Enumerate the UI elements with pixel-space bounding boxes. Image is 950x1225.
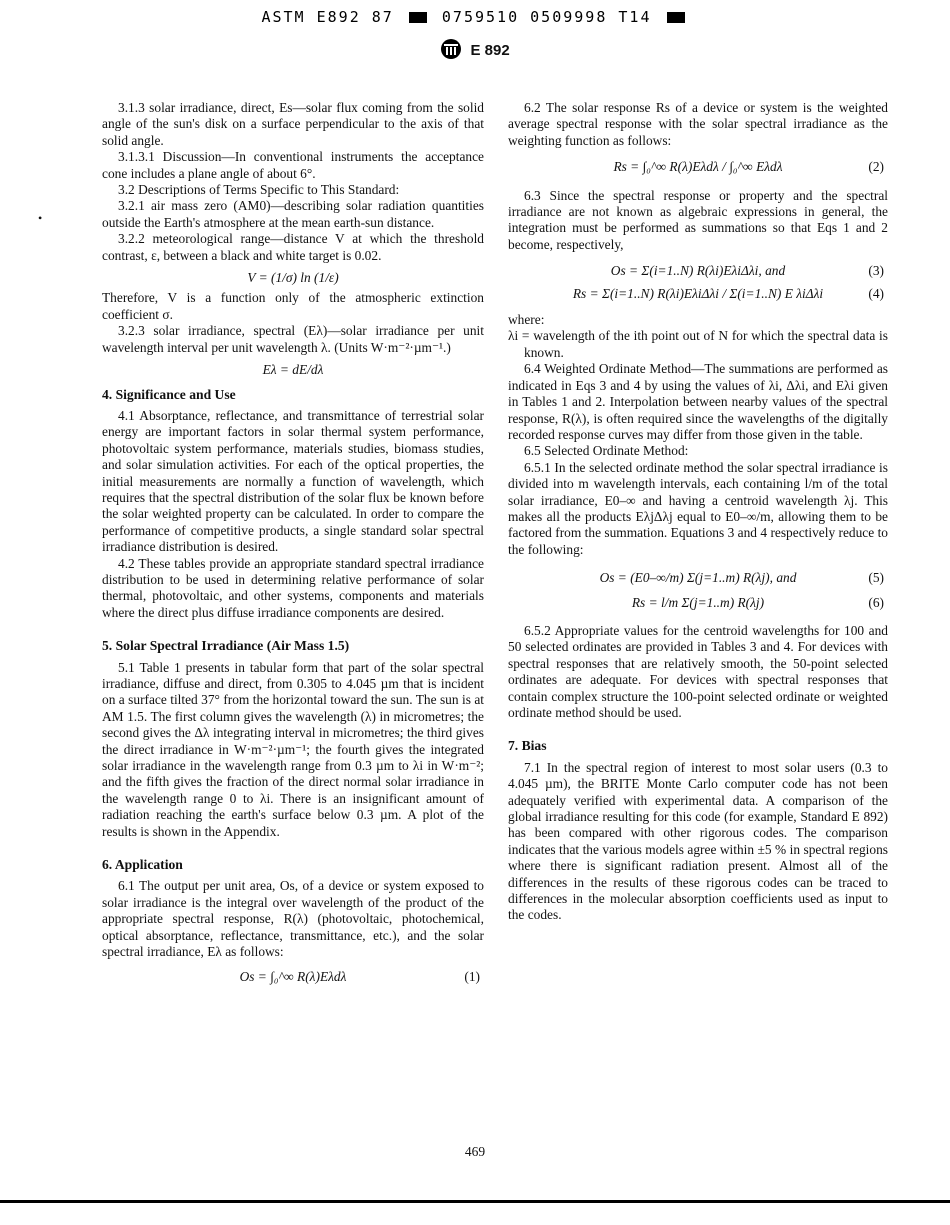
redaction-bar [667, 12, 685, 23]
equation-3: Os = Σ(i=1..N) R(λi)EλiΔλi, and (3) [610, 263, 884, 279]
para-6-2: 6.2 The solar response Rs of a device or system is the weighted average spectral response with the solar spectral irradiance as the weighting function as follows: [508, 100, 888, 148]
para-6-5-2: 6.5.2 Appropriate values for the centroid wavelengths for 100 and 50 selected ordinates are provided in Tables 3 and 4. For devices with spectral responses that are relatively smooth, the 50-point selected ordinates are adequate. For devices with spectral responses that contain complex structure the 100-point selected ordinate or weighted ordinate method should be used. [508, 622, 888, 720]
equation-2: Rs = ∫₀^∞ R(λ)Eλdλ / ∫₀^∞ Eλdλ (2) [613, 159, 884, 175]
para-7-1: 7.1 In the spectral region of interest to most solar users (0.3 to 4.045 µm), the BRITE Monte Carlo computer code has not been adequately verified with experimental data. A comparison of the global irradiance resulting for this code (for example, Standard E 892) has been compared with other rigorous codes. The comparison indicates that the various models agree within ±5 % in spectral regions where there is significant radiation present. Almost all of the differences in the results of these rigorous codes can be traced to differences in the molecular absorption coefficients used as input to the codes. [508, 759, 888, 923]
bottom-rule [0, 1200, 950, 1203]
right-column [508, 100, 888, 924]
para-4-2: 4.2 These tables provide an appropriate standard spectral irradiance distribution to be used in determining relative performance of solar thermal, photovoltaic, and other systems, components and materials where the direct plus diffuse irradiance components are desired. [102, 555, 484, 620]
para-6-3: 6.3 Since the spectral response or property and the spectral irradiance are not known as algebraic expressions in general, the integration must be performed as summations so that Eqs 1 and 2 become, respectively, [508, 187, 888, 252]
section-heading-5: 5. Solar Spectral Irradiance (Air Mass 1.5) [102, 638, 350, 654]
equation-number: (5) [868, 570, 884, 586]
equation-number: (2) [868, 159, 884, 175]
para-6-5-1: 6.5.1 In the selected ordinate method the solar spectral irradiance is divided into m wavelength intervals, each containing l/m of the total solar irradiance, E0–∞ and having a centroid wavelength λj. This makes all the products EλjΔλj equal to E0–∞/m, allowing them to be factored from the summation. Equations 3 and 4 respectively reduce to the following: [508, 459, 888, 557]
astm-logo-icon [440, 38, 462, 60]
para-therefore: Therefore, V is a function only of the atmospheric extinction coefficient σ. [102, 290, 484, 322]
equation-1: Os = ∫₀^∞ R(λ)Eλdλ (1) [239, 968, 480, 984]
equation-number: (1) [464, 968, 480, 984]
astm-id: ASTM E892 87 [261, 8, 394, 26]
document-id-line [0, 8, 950, 26]
para-6-5: 6.5 Selected Ordinate Method: [524, 443, 689, 459]
para-3-2-2: 3.2.2 meteorological range—distance V at which the threshold contrast, ε, between a black and white target is 0.02. [102, 231, 484, 263]
para-6-1: 6.1 The output per unit area, Os, of a device or system exposed to solar irradiance is the integral over wavelength of the product of the appropriate spectral response, R(λ) (photovoltaic, photochemical, optical absorptance, reflectance, transmittance, etc.), and the solar spectral irradiance, Eλ as follows: [102, 878, 484, 960]
redaction-bar [409, 12, 427, 23]
equation-4: Rs = Σ(i=1..N) R(λi)EλiΔλi / Σ(i=1..N) E λiΔλi (4) [572, 285, 884, 301]
para-4-1: 4.1 Absorptance, reflectance, and transmittance of terrestrial solar energy are important factors in solar thermal system performance, photovoltaic system performance, materials studies, biomass studies, and solar simulation activities. For each of the optical properties, the initial measurements are normally a function of wavelength, which requires that the spectral distribution of the solar flux be known before the solar weighted property can be calculated. In order to compare the performance of competitive products, a single standard solar spectral irradiance distribution is desired. [102, 407, 484, 555]
equation-number: (3) [868, 263, 884, 279]
astm-codes: 0759510 0509998 T14 [441, 8, 652, 26]
equation-number: (4) [868, 285, 884, 301]
standard-number: E 892 [470, 42, 510, 59]
margin-mark: • [38, 211, 43, 225]
section-heading-7: 7. Bias [508, 738, 547, 754]
equation-6: Rs = l/m Σ(j=1..m) R(λj) (6) [631, 594, 884, 610]
page-number: 469 [464, 1144, 486, 1159]
equation-e-lambda: Eλ = dE/dλ [262, 362, 324, 378]
standard-header [0, 38, 950, 60]
left-column [102, 100, 484, 985]
section-heading-4: 4. Significance and Use [102, 386, 236, 402]
para-3-2-3: 3.2.3 solar irradiance, spectral (Eλ)—solar irradiance per unit wavelength interval per unit wavelength λ. (Units W·m⁻²·µm⁻¹.) [102, 323, 484, 355]
equation-5: Os = (E0–∞/m) Σ(j=1..m) R(λj), and (5) [599, 570, 884, 586]
section-heading-6: 6. Application [102, 857, 183, 873]
para-3-2-1: 3.2.1 air mass zero (AM0)—describing solar radiation quantities outside the Earth's atmosphere at the mean earth-sun distance. [102, 198, 484, 230]
para-3-1-3: 3.1.3 solar irradiance, direct, Es—solar flux coming from the solid angle of the sun's disk on a surface perpendicular to the axis of that solid angle. [102, 100, 484, 148]
para-6-4: 6.4 Weighted Ordinate Method—The summations are performed as indicated in Eqs 3 and 4 by using the values of λi, Δλi, and Eλi given in Tables 1 and 2. Interpolation between nearby values of the spectral response, R(λ), is often required since the wavelengths of the digitally recorded response curves may differ from those given in the table. [508, 361, 888, 442]
equation-v: V = (1/σ) ln (1/ε) [247, 270, 339, 286]
where-label: where: [508, 312, 545, 328]
para-3-2: 3.2 Descriptions of Terms Specific to This Standard: [118, 182, 400, 198]
where-definition: λi = wavelength of the ith point out of N for which the spectral data is known. [508, 328, 888, 360]
equation-number: (6) [868, 594, 884, 610]
para-5-1: 5.1 Table 1 presents in tabular form that part of the solar spectral irradiance, diffuse and direct, from 0.305 to 4.045 µm that is incident on a surface tilted 37° from the horizontal toward the sun. The sun is at AM 1.5. The first column gives the wavelength (λ) in micrometres; the second gives the Δλ integrating interval in micrometres; the third gives the direct irradiance in W·m⁻²·µm⁻¹; the fourth gives the integrated solar irradiance in the wavelength range from 0.3 µm to λi in W·m⁻²; and the fifth gives the fraction of the direct normal solar irradiance in the wavelength range 0 to λi. There is an insignificant amount of radiation reaching the earth's surface below 0.3 µm. A plot of the results is shown in the Appendix. [102, 659, 484, 839]
para-3-1-3-1: 3.1.3.1 Discussion—In conventional instruments the acceptance cone includes a plane angle of about 6°. [102, 149, 484, 181]
